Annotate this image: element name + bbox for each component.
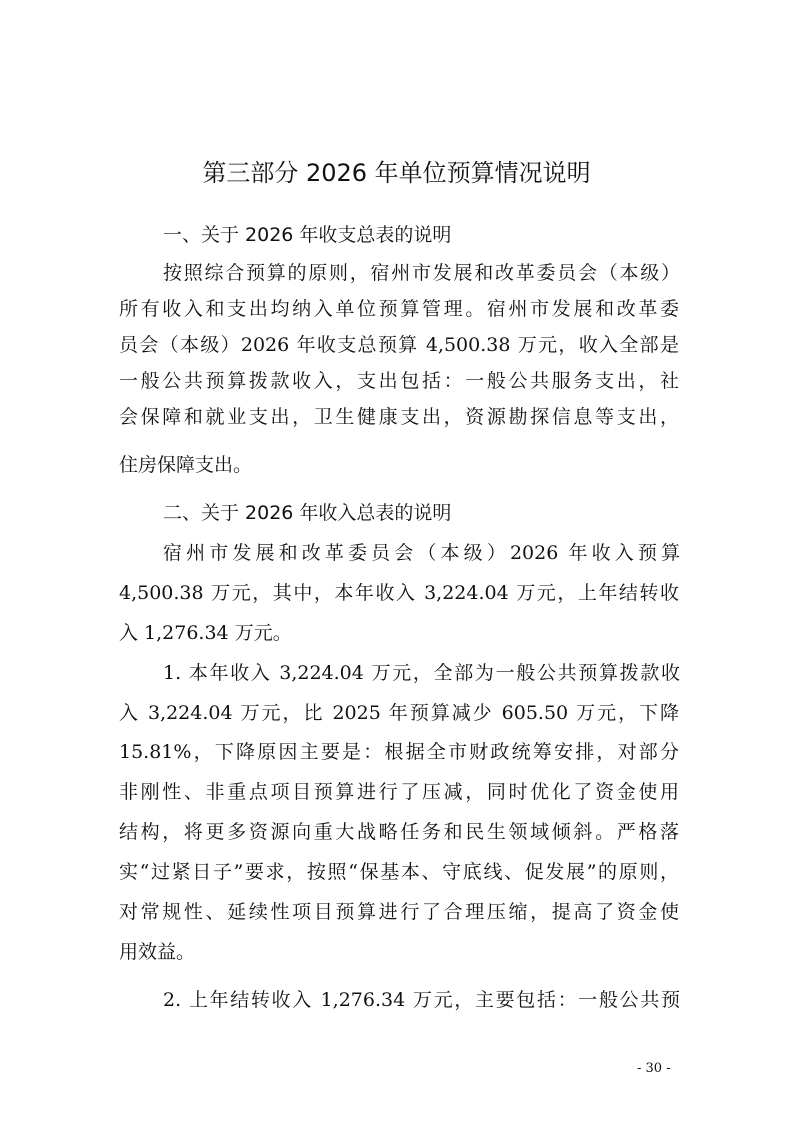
paragraph-line <box>119 777 679 807</box>
section-heading-2: 二、关于 2026 年收入总表的说明 <box>163 502 452 524</box>
text-line: 所有收入和支出均纳入单位预算管理。宿州市发展和改革委 <box>119 298 679 320</box>
text-line: 会保障和就业支出，卫生健康支出，资源勘探信息等支出， <box>119 406 679 428</box>
text-line: 2. 上年结转收入 1,276.34 万元，主要包括：一般公共预 <box>163 989 680 1011</box>
paragraph-line <box>119 294 679 324</box>
text-line: 入 3,224.04 万元，比 2025 年预算减少 605.50 万元，下降 <box>119 702 679 724</box>
text-line: 住房保障支出。 <box>119 454 253 476</box>
text-line: 员会（本级）2026 年收支总预算 4,500.38 万元，收入全部是 <box>119 334 679 356</box>
paragraph-line <box>119 366 679 396</box>
paragraph-line <box>119 937 195 967</box>
text-line: 用效益。 <box>119 941 196 963</box>
paragraph-line <box>119 897 679 927</box>
paragraph-line <box>119 330 679 360</box>
paragraph-line <box>163 658 680 688</box>
paragraph-line <box>119 618 292 648</box>
text-line: 按照综合预算的原则，宿州市发展和改革委员会（本级） <box>163 262 680 284</box>
text-line: 对常规性、延续性项目预算进行了合理压缩，提高了资金使 <box>119 901 679 923</box>
section-heading-1: 一、关于 2026 年收支总表的说明 <box>163 224 452 246</box>
text-line: 入 1,276.34 万元。 <box>119 622 292 644</box>
paragraph-line <box>163 538 680 568</box>
paragraph-line <box>119 857 679 887</box>
paragraph-line <box>119 698 679 728</box>
paragraph-line <box>163 258 680 288</box>
text-line: 15.81%，下降原因主要是：根据全市财政统筹安排，对部分 <box>119 741 679 763</box>
text-line: 4,500.38 万元，其中，本年收入 3,224.04 万元，上年结转收 <box>119 582 679 604</box>
text-line: 非刚性、非重点项目预算进行了压减，同时优化了资金使用 <box>119 781 679 803</box>
page-number: - 30 - <box>637 1061 671 1076</box>
paragraph-line <box>119 450 252 480</box>
text-line: 宿州市发展和改革委员会（本级）2026 年收入预算 <box>163 542 680 564</box>
paragraph-line <box>163 985 680 1015</box>
text-line: 一般公共预算拨款收入，支出包括：一般公共服务支出，社 <box>119 370 679 392</box>
page-title: 第三部分 2026 年单位预算情况说明 <box>202 159 591 187</box>
text-line: 实“过紧日子”要求，按照“保基本、守底线、促发展”的原则， <box>119 861 679 883</box>
text-line: 结构，将更多资源向重大战略任务和民生领域倾斜。严格落 <box>119 821 679 843</box>
paragraph-line <box>119 737 679 767</box>
paragraph-line <box>119 578 679 608</box>
paragraph-line <box>119 402 679 432</box>
paragraph-line <box>119 817 679 847</box>
text-line: 1. 本年收入 3,224.04 万元，全部为一般公共预算拨款收 <box>163 662 680 684</box>
